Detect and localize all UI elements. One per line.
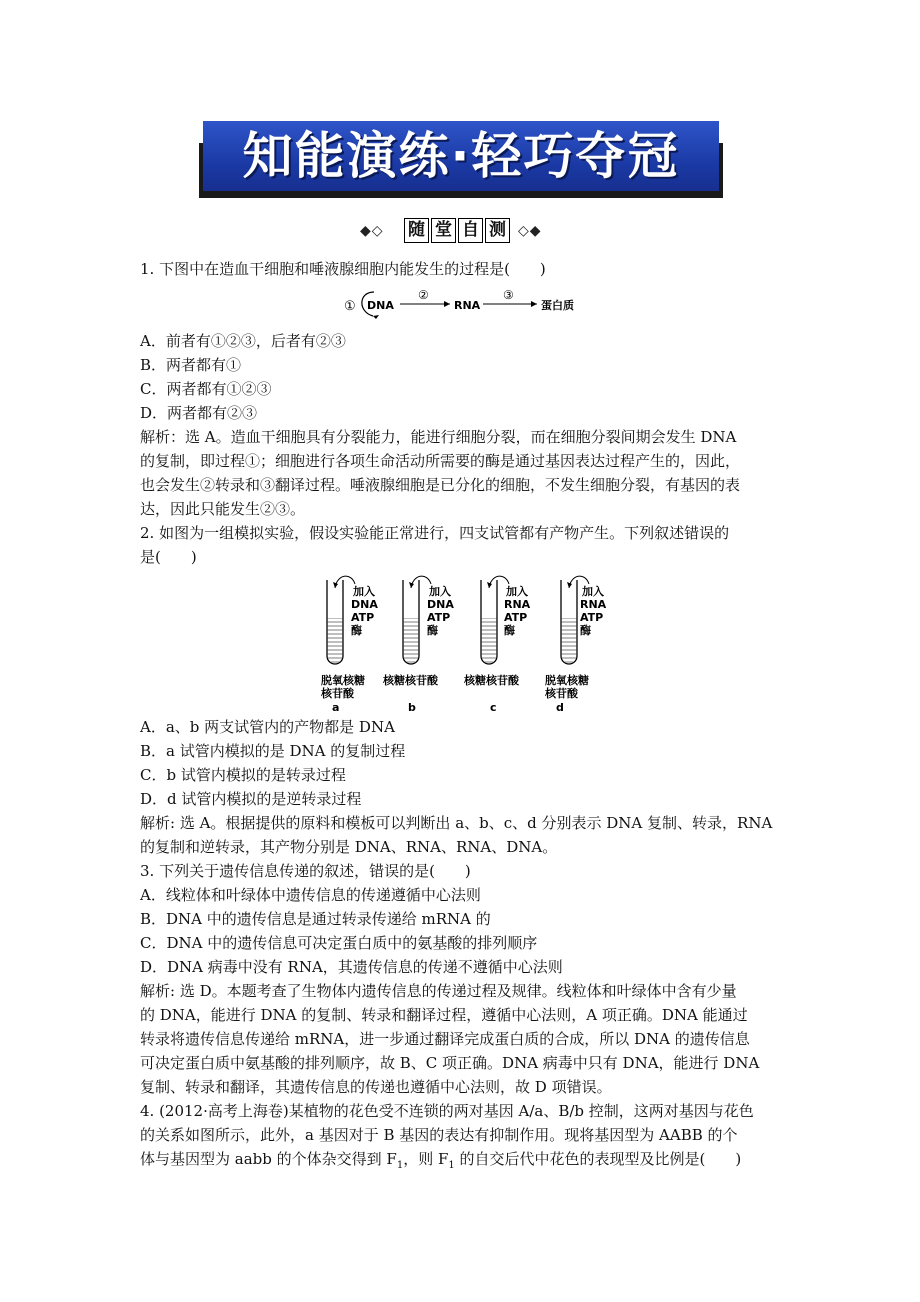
q3-option-c: C．DNA 中的遗传信息可决定蛋白质中的氨基酸的排列顺序 bbox=[140, 934, 538, 952]
tube-c bbox=[463, 576, 531, 714]
tube-b-add: 加入 bbox=[429, 585, 451, 598]
subscript: 1 bbox=[396, 1160, 404, 1171]
tube-d-add: 酶 bbox=[580, 624, 591, 637]
q3-option-d: D．DNA 病毒中没有 RNA，其遗传信息的传递不遵循中心法则 bbox=[140, 958, 563, 976]
tube-d-add: RNA bbox=[580, 598, 607, 611]
q3-analysis-line: 的 DNA，能进行 DNA 的复制、转录和翻译过程，遵循中心法则，A 项正确。DNA 能通过 bbox=[140, 1006, 748, 1024]
q1-option-d: D．两者都有②③ bbox=[140, 404, 258, 422]
q2-option-b: B．a 试管内模拟的是 DNA 的复制过程 bbox=[140, 742, 406, 760]
q2-option-c: C．b 试管内模拟的是转录过程 bbox=[140, 766, 346, 784]
q2-analysis-line: 的复制和逆转录，其产物分别是 DNA、RNA、RNA、DNA。 bbox=[140, 838, 558, 856]
q3-analysis-line: 复制、转录和翻译，其遗传信息的传递也遵循中心法则，故 D 项错误。 bbox=[140, 1078, 612, 1096]
q2-test-tubes-figure bbox=[315, 568, 615, 716]
subhead-char: 随 bbox=[404, 218, 429, 243]
tube-c-material: 核糖核苷酸 bbox=[464, 674, 519, 687]
tube-d-label: d bbox=[556, 701, 564, 714]
q2-option-a: A．a、b 两支试管内的产物都是 DNA bbox=[140, 718, 395, 736]
q3-analysis-line: 转录将遗传信息传递给 mRNA，进一步通过翻译完成蛋白质的合成，所以 DNA 的遗传信息 bbox=[140, 1030, 750, 1048]
diagram-step1-label: ① bbox=[344, 299, 356, 314]
tube-d bbox=[544, 576, 607, 714]
tube-d-add: 加入 bbox=[582, 585, 604, 598]
q3-analysis-line: 可决定蛋白质中氨基酸的排列顺序，故 B、C 项正确。DNA 病毒中只有 DNA，能进行 DNA bbox=[140, 1054, 760, 1072]
subhead-right-diamonds: ◇◆ bbox=[518, 223, 542, 239]
q3-analysis-line: 解析: 选 D。本题考查了生物体内遗传信息的传递过程及规律。线粒体和叶绿体中含有少量 bbox=[140, 982, 737, 1000]
tube-a-add: 加入 bbox=[353, 585, 375, 598]
tube-b-add: DNA bbox=[427, 598, 454, 611]
q4-stem-part: 体与基因型为 aabb 的个体杂交得到 F bbox=[140, 1150, 397, 1168]
tube-d-material: 脱氧核糖 bbox=[545, 674, 589, 687]
banner-title: 知能演练·轻巧夺冠 bbox=[242, 127, 680, 185]
diagram-rna: RNA bbox=[454, 299, 481, 312]
q1-analysis-line: 也会发生②转录和③翻译过程。唾液腺细胞是已分化的细胞，不发生细胞分裂，有基因的表 bbox=[140, 476, 741, 494]
tube-a-add: ATP bbox=[351, 611, 375, 624]
q4-stem-part: 的自交后代中花色的表现型及比例是( ) bbox=[454, 1150, 742, 1168]
q3-option-b: B．DNA 中的遗传信息是通过转录传递给 mRNA 的 bbox=[140, 910, 491, 928]
subscript: 1 bbox=[448, 1160, 455, 1171]
title-banner bbox=[203, 121, 719, 196]
tube-d-add: ATP bbox=[580, 611, 604, 624]
tube-c-add: ATP bbox=[504, 611, 528, 624]
tube-b-material: 核糖核苷酸 bbox=[383, 674, 438, 687]
q4-stem-line1: 4. (2012·高考上海卷)某植物的花色受不连锁的两对基因 A/a、B/b 控制，这两对基因与花色 bbox=[140, 1102, 754, 1120]
q2-stem-line1: 2. 如图为一组模拟实验，假设实验能正常进行，四支试管都有产物产生。下列叙述错误的 bbox=[140, 524, 730, 542]
q3-option-a: A．线粒体和叶绿体中遗传信息的传递遵循中心法则 bbox=[140, 886, 481, 904]
q4-stem-line3 bbox=[140, 1149, 741, 1176]
tube-b-add: ATP bbox=[427, 611, 451, 624]
q2-stem-line2: 是( ) bbox=[140, 548, 197, 566]
q1-stem: 1. 下图中在造血干细胞和唾液腺细胞内能发生的过程是( ) bbox=[140, 260, 546, 278]
tube-d-material: 核苷酸 bbox=[545, 687, 578, 700]
q4-stem-line2: 的关系如图所示，此外，a 基因对于 B 基因的表达有抑制作用。现将基因型为 AABB 的个 bbox=[140, 1126, 738, 1144]
diagram-step3-label: ③ bbox=[503, 288, 514, 302]
q1-option-b: B．两者都有① bbox=[140, 356, 242, 374]
tube-b-add: 酶 bbox=[427, 624, 438, 637]
q1-analysis-line: 解析：选 A。造血干细胞具有分裂能力，能进行细胞分裂，而在细胞分裂间期会发生 DNA bbox=[140, 428, 737, 446]
section-subhead bbox=[360, 218, 560, 246]
tube-c-label: c bbox=[490, 701, 497, 714]
q1-process-diagram bbox=[340, 286, 590, 326]
diagram-step2-label: ② bbox=[418, 288, 429, 302]
subhead-char: 测 bbox=[485, 218, 510, 243]
q1-analysis-line: 的复制，即过程①；细胞进行各项生命活动所需要的酶是通过基因表达过程产生的，因此， bbox=[140, 452, 741, 470]
tube-c-add: RNA bbox=[504, 598, 531, 611]
tube-a-add: 酶 bbox=[351, 624, 362, 637]
tube-b-label: b bbox=[408, 701, 416, 714]
diagram-protein: 蛋白质 bbox=[541, 299, 574, 312]
q1-option-a: A．前者有①②③，后者有②③ bbox=[140, 332, 346, 350]
tube-c-add: 加入 bbox=[506, 585, 528, 598]
subhead-char: 自 bbox=[458, 218, 483, 243]
subhead-char: 堂 bbox=[431, 218, 456, 243]
tube-a-material: 脱氧核糖 bbox=[321, 674, 365, 687]
q3-stem: 3. 下列关于遗传信息传递的叙述，错误的是( ) bbox=[140, 862, 471, 880]
subhead-left-diamonds: ◆◇ bbox=[360, 223, 384, 239]
q4-stem-part: ，则 F bbox=[403, 1150, 449, 1168]
tube-a-label: a bbox=[332, 701, 340, 714]
diagram-dna: DNA bbox=[367, 299, 394, 312]
q1-option-c: C．两者都有①②③ bbox=[140, 380, 272, 398]
tube-b bbox=[382, 576, 454, 714]
q2-option-d: D．d 试管内模拟的是逆转录过程 bbox=[140, 790, 362, 808]
tube-a-add: DNA bbox=[351, 598, 378, 611]
q2-analysis-line: 解析: 选 A。根据提供的原料和模板可以判断出 a、b、c、d 分别表示 DNA 复制、转录，RNA bbox=[140, 814, 773, 832]
tube-a bbox=[320, 576, 378, 714]
tube-a-material: 核苷酸 bbox=[321, 687, 354, 700]
tube-c-add: 酶 bbox=[504, 624, 515, 637]
q1-analysis-line: 达，因此只能发生②③。 bbox=[140, 500, 306, 518]
